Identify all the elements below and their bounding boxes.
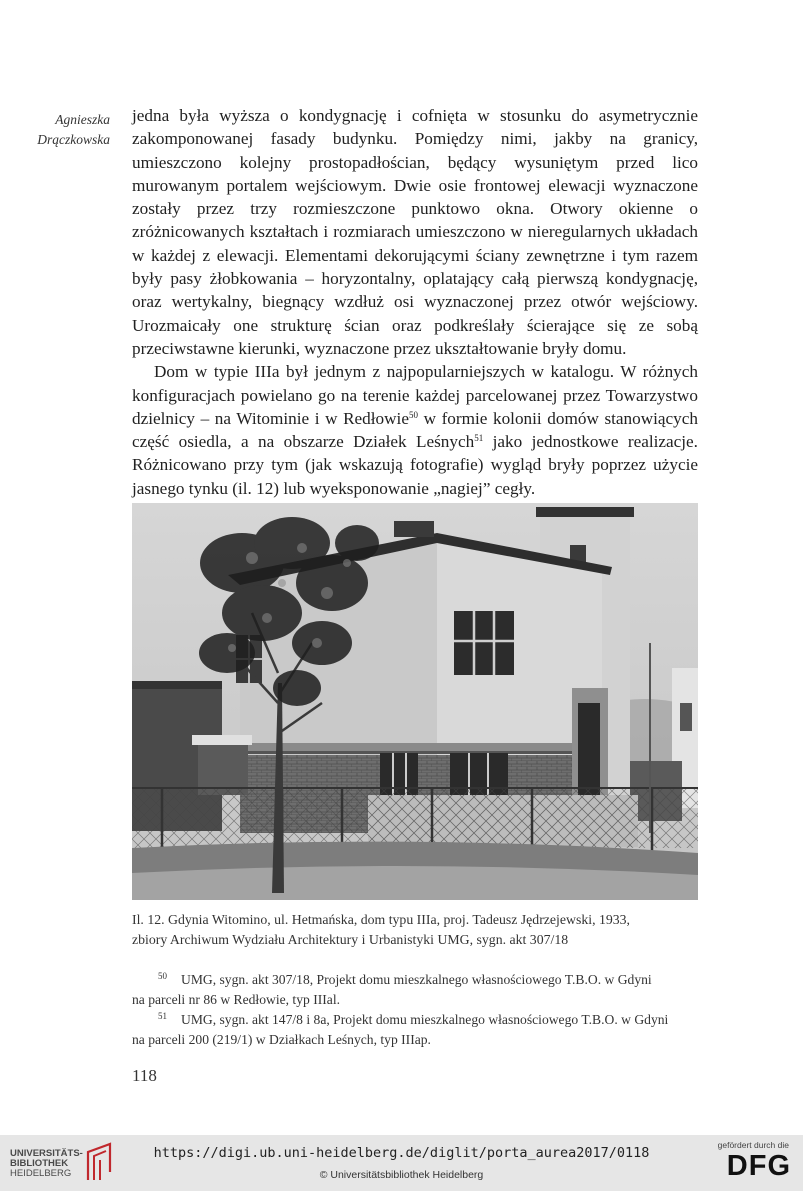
footnote-51 — [132, 1010, 698, 1050]
library-logo-line-3: HEIDELBERG — [10, 1168, 72, 1179]
paragraph-2-part-2: w formie kolonii domów stanowiących część osiedla, a na obszarze Działek Leśnych — [132, 408, 698, 452]
footnote-51-number: 51 — [158, 1011, 167, 1021]
footer-bar — [0, 1135, 803, 1191]
document-url-link[interactable]: https://digi.ub.uni-heidelberg.de/diglit/porta_aurea2017/0118 — [153, 1145, 650, 1161]
paragraph-1: jedna była wyższa o kondygnację i cofnięta w stosunku do asymetrycznie zakomponowanej fasady budynku. Pomiędzy nimi, jakby na granicy, umieszczono kolejny prostopadłościan, będący wysuniętym przed lico murowanym portalem wejściowym. Dwie osie frontowej elewacji wyznaczone zostały przez trzy rozmieszczone punktowo okna. Otwory okienne o zróżnicowanych kształtach i rozmiarach umieszczono w nieregularnych układach w każdej z elewacji. Elementami dekorującymi ściany zewnętrzne i tym razem były pasy żłobkowania – horyzontalny, oplatający całą pierwszą kondygnację, oraz wertykalny, biegnący wzdłuż osi wyznaczonej przez otwór wejściowy. Urozmaicały one strukturę ścian oraz podkreślały ścierające się ze sobą przeciwstawne kierunki, wyznaczone przez ukształtowanie bryły domu. — [132, 106, 698, 358]
copyright-notice: © Universitätsbibliothek Heidelberg — [319, 1169, 484, 1181]
page-number: 118 — [132, 1066, 157, 1085]
footnotes — [132, 970, 698, 1050]
footnote-ref-50[interactable]: 50 — [408, 409, 418, 420]
running-head-author — [18, 110, 110, 150]
paragraph-2-part-1: Dom w typie IIIa był jednym z najpopularniejszych w katalogu. W różnych konfiguracjach powielano go na terenie każdej parcelowanej przez Towarzystwo dzielnicy – na Witominie i w Redłowie — [132, 362, 698, 428]
footnote-51-text: UMG, sygn. akt 147/8 i 8a, Projekt domu mieszkalnego własnościowego T.B.O. w Gdyni — [181, 1012, 669, 1027]
body-text — [132, 104, 698, 500]
figure-caption — [132, 910, 698, 950]
paragraph-2 — [132, 360, 698, 500]
author-last-name: Drączkowska — [37, 132, 110, 147]
footnote-51-line-1 — [132, 1010, 698, 1030]
footnote-ref-51[interactable]: 51 — [474, 433, 484, 444]
house-photograph — [132, 503, 698, 900]
footnote-50-line-1 — [132, 970, 698, 990]
library-logo-line-1: UNIVERSITÄTS- — [10, 1148, 83, 1159]
dfg-logo[interactable]: DFG — [726, 1150, 791, 1182]
author-first-name: Agnieszka — [55, 112, 110, 127]
footnote-50-text: UMG, sygn. akt 307/18, Projekt domu mieszkalnego własnościowego T.B.O. w Gdyni — [181, 972, 652, 987]
library-logo-line-2: BIBLIOTHEK — [10, 1158, 69, 1169]
funder-label: gefördert durch die — [717, 1140, 789, 1150]
figure-photo-house — [132, 503, 698, 900]
footnote-50-number: 50 — [158, 971, 167, 981]
footnote-50 — [132, 970, 698, 1010]
footnote-50-line-2: na parceli nr 86 w Redłowie, typ IIIal. — [132, 992, 340, 1007]
caption-line-2: zbiory Archiwum Wydziału Architektury i Urbanistyki UMG, sygn. akt 307/18 — [132, 932, 569, 947]
footnote-51-line-2: na parceli 200 (219/1) w Działkach Leśnych, typ IIIap. — [132, 1032, 431, 1047]
paragraph-2-part-3: jako jednostkowe realizacje. Różnicowano przy tym (jak wskazują fotografie) wygląd bryły poprzez użycie jasnego tynku (il. 12) lub wyeksponowanie „nagiej” cegły. — [132, 432, 698, 498]
caption-line-1: Il. 12. Gdynia Witomino, ul. Hetmańska, dom typu IIIa, proj. Tadeusz Jędrzejewski, 1933, — [132, 912, 631, 927]
